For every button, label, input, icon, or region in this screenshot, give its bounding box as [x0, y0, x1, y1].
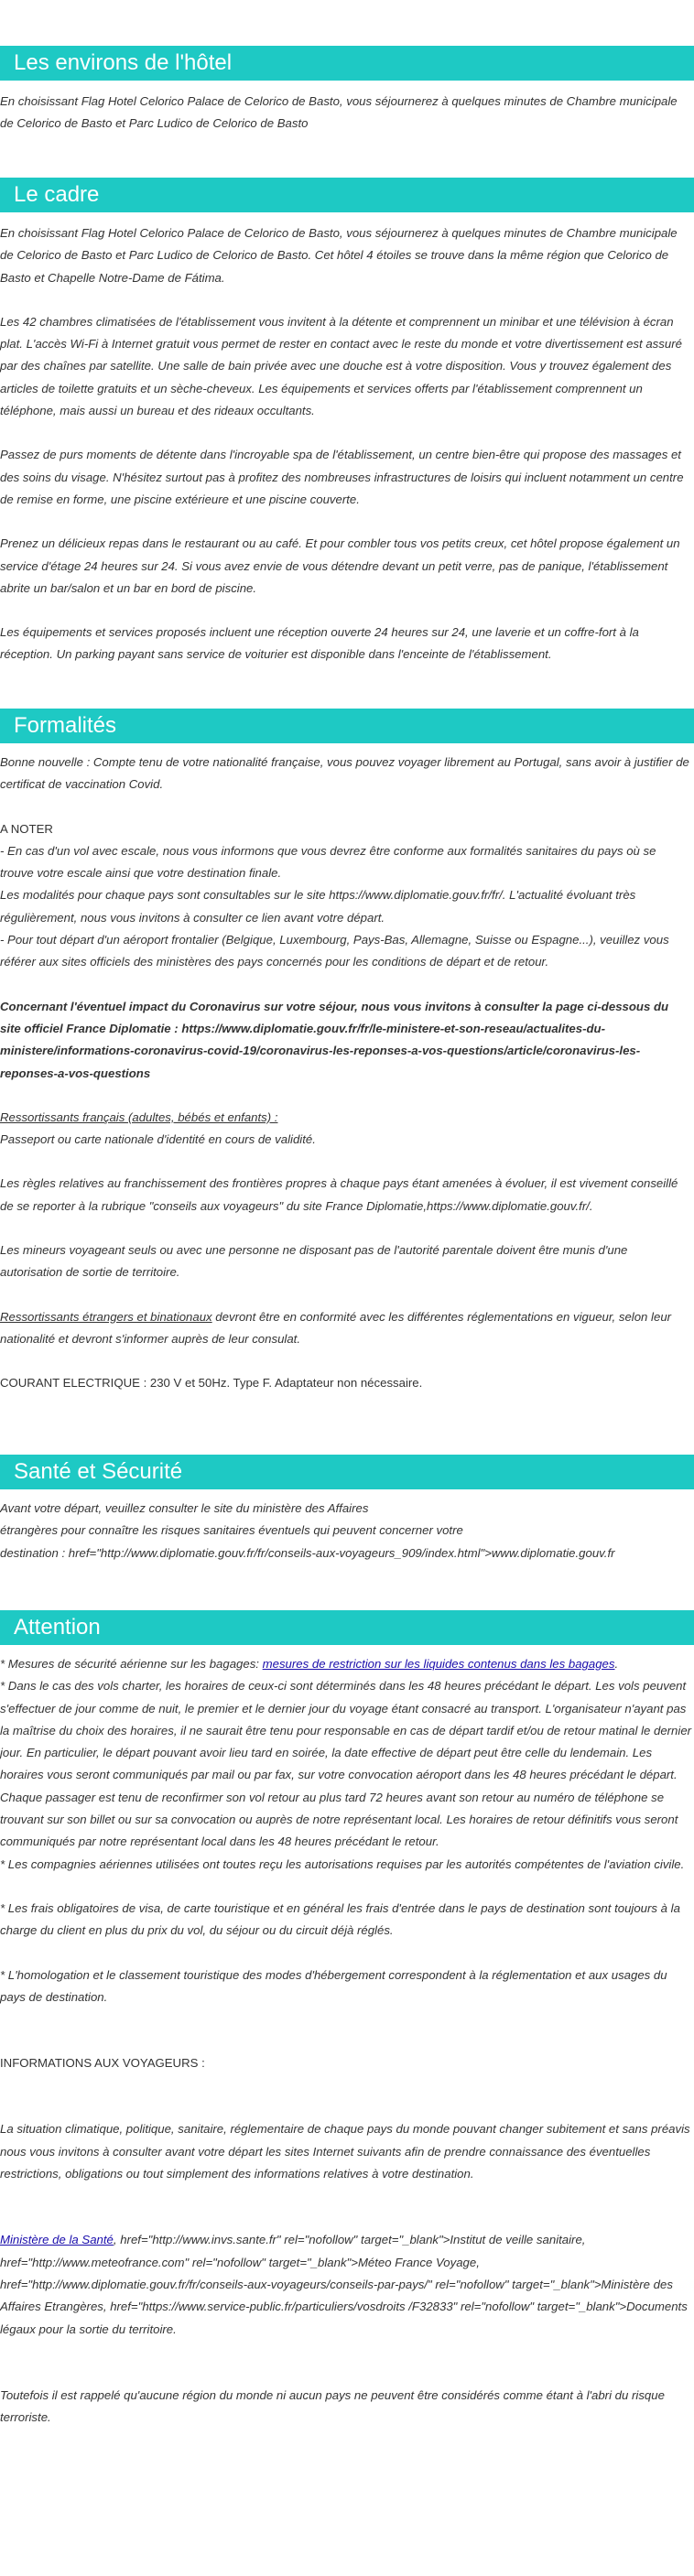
- section-heading-cadre: Le cadre: [0, 178, 694, 212]
- section-heading-environs: Les environs de l'hôtel: [0, 46, 694, 81]
- formalites-block: [0, 752, 694, 1395]
- note-stopover: - En cas d'un vol avec escale, nous vous informons que vous devrez être conforme aux formalités sanitaires du pays où se trouve votre escale ainsi que votre destination finale.: [0, 843, 656, 881]
- spacer: [0, 1943, 692, 1964]
- spacer: [0, 600, 692, 622]
- note-title: A NOTER: [0, 821, 53, 836]
- ministry-health-link[interactable]: Ministère de la Santé: [0, 2233, 114, 2247]
- note-border-airport: - Pour tout départ d'un aéroport frontalier (Belgique, Luxembourg, Pays-Bas, Allemagne, Suisse ou Espagne...), veuillez vous référer aux sites officiels des ministères des pays concernés pour les conditions de départ et de retour.: [0, 933, 669, 969]
- spacer: [0, 1085, 692, 1107]
- residents-foreign-text: devront être en conformité avec les différentes réglementations en vigueur, selon leur nationalité et devront s'informer auprès de leur consulat.: [0, 1309, 672, 1346]
- spacer: [0, 1876, 692, 1898]
- formalites-good-news: Bonne nouvelle : Compte tenu de votre nationalité française, vous pouvez voyager librement au Portugal, sans avoir à justifier de certificat de vaccination Covid.: [0, 755, 689, 792]
- sante-block: [0, 1498, 694, 1564]
- cadre-block: [0, 222, 694, 666]
- climate-line-2: nous vous invitons à consulter avant votre départ les sites Internet suivants afin de prendre connaissance des éventuelles restrictions, obligations ou tout simplement des informations relatives à votre destination.: [0, 2144, 651, 2181]
- sante-line-1: Avant votre départ, veuillez consulter le site du ministère des Affaires: [0, 1501, 369, 1515]
- climate-line-1: La situation climatique, politique, sanitaire, réglementaire de chaque pays du monde pouvant changer subitement et sans préavis: [0, 2122, 690, 2137]
- spacer: [0, 422, 692, 444]
- info-travellers-title: INFORMATIONS AUX VOYAGEURS :: [0, 2056, 205, 2071]
- note-modalities: Les modalités pour chaque pays sont consultables sur le site https://www.diplomatie.gouv.fr/fr/. L'actualité évoluant très régulièrement, nous vous invitons à consulter ce lien avant votre départ.: [0, 888, 636, 925]
- charter-flights: * Dans le cas des vols charter, les horaires de ceux-ci sont déterminés dans les 48 heures précédant le départ. Les vols peuvent s'effectuer de jour comme de nuit, le premier et le dernier jour du voyage étant consacré au transport. L'organisateur n'ayant pas la maîtrise du choix des horaires, il ne saurait être tenu pour responsable en cas de départ tardif et/ou de retour matinal le dernier jour. En particulier, le départ pouvant avoir lieu tard en soirée, la date effective de départ peut être celle du lendemain. Les horaires vous seront communiqués par mail ou par fax, sur votre convocation aéroport dans les 48 heures précédant le départ. Chaque passager est tenu de reconfirmer son vol retour au plus tard 72 heures avant son retour au numéro de téléphone se trouvant sur son billet ou sur sa convocation ou auprès de notre représentant local. Les horaires de retour définitifs vous seront communiqués par notre représentant local dans les 48 heures précédant le retour.: [0, 1679, 692, 1849]
- mandatory-fees: * Les frais obligatoires de visa, de carte touristique et en général les frais d'entrée dans le pays de destination sont toujours à la charge du client en plus du prix du vol, du séjour ou du circuit déjà réglés.: [0, 1900, 680, 1938]
- spacer: [0, 2185, 692, 2229]
- spacer: [0, 289, 692, 311]
- spacer: [0, 796, 692, 818]
- residents-fr-label: Ressortissants français (adultes, bébés et enfants) :: [0, 1109, 278, 1124]
- spacer: [0, 1284, 692, 1306]
- cadre-paragraph-1: En choisissant Flag Hotel Celorico Palace de Celorico de Basto, vous séjournerez à quelques minutes de Chambre municipale de Celorico de Basto et Parc Ludico de Celorico de Basto. Cet hôtel 4 étoiles se trouve dans la même région que Celorico de Basto et Chapelle Notre-Dame de Fátima.: [0, 226, 678, 285]
- security-suffix: .: [614, 1657, 619, 1671]
- electric-notice: COURANT ELECTRIQUE : 230 V et 50Hz. Type F. Adaptateur non nécessaire.: [0, 1376, 423, 1391]
- border-rules: Les règles relatives au franchissement des frontières propres à chaque pays étant amenées à évoluer, il est vivement conseillé de se reporter à la rubrique "conseils aux voyageurs" du site France Diplomatie,https://www.diplomatie.gouv.fr/.: [0, 1176, 678, 1213]
- spacer: [0, 1151, 692, 1173]
- section-heading-sante: Santé et Sécurité: [0, 1455, 694, 1489]
- cadre-paragraph-3: Passez de purs moments de détente dans l'incroyable spa de l'établissement, un centre bien-être qui propose des massages et des soins du visage. N'hésitez surtout pas à profitez des nombreuses infrastructures de loisirs qui incluent notamment un centre de remise en forme, une piscine extérieure et une piscine couverte.: [0, 448, 684, 506]
- spacer: [0, 1218, 692, 1239]
- security-prefix: * Mesures de sécurité aérienne sur les bagages:: [0, 1657, 263, 1671]
- sante-line-3: destination : href="http://www.diplomatie.gouv.fr/fr/conseils-aux-voyageurs_909/index.html">www.diplomatie.gouv.fr: [0, 1545, 615, 1560]
- terror-risk: Toutefois il est rappelé qu'aucune région du monde ni aucun pays ne peuvent être considérés comme étant à l'abri du risque terroriste.: [0, 2387, 665, 2425]
- covid-notice: Concernant l'éventuel impact du Coronavirus sur votre séjour, nous vous invitons à consulter la page ci-dessous du site officiel France Diplomatie : https://www.diplomatie.gouv.fr/fr/le-ministere-et-son-reseau/actualites-du-ministere/informations-coronavirus-covid-19/coronavirus-les-reponses-a-vos-questions/article/coronavirus-les-reponses-a-vos-questions: [0, 999, 669, 1080]
- cadre-paragraph-4: Prenez un délicieux repas dans le restaurant ou au café. Et pour combler tous vos petits creux, cet hôtel propose également un service d'étage 24 heures sur 24. Si vous avez envie de vous détendre devant un petit verre, pas de panique, l'établissement abrite un bar/salon et un bar en bord de piscine.: [0, 536, 680, 595]
- environs-block: [0, 91, 694, 135]
- residents-fr-text: Passeport ou carte nationale d'identité en cours de validité.: [0, 1132, 316, 1147]
- spacer: [0, 2008, 692, 2052]
- security-measures: [0, 1653, 692, 1675]
- residents-foreign-label: Ressortissants étrangers et binationaux: [0, 1309, 212, 1324]
- sante-line-2: étrangères pour connaître les risques sanitaires éventuels qui peuvent concerner votre: [0, 1523, 463, 1538]
- minors-notice: Les mineurs voyageant seuls ou avec une personne ne disposant pas de l'autorité parentale doivent être munis d'une autorisation de sortie de territoire.: [0, 1243, 628, 1280]
- spacer: [0, 511, 692, 533]
- section-heading-attention: Attention: [0, 1610, 694, 1645]
- useful-links-text: , href="http://www.invs.sante.fr" rel="nofollow" target="_blank">Institut de veille sanitaire, href="http://www.meteofrance.com" rel="nofollow" target="_blank">Méteo France Voyage, href="http://www.diplomatie.gouv.fr/fr/conseils-aux-voyageurs/conseils-par-pays/" rel="nofollow" target="_blank">Ministère des Affaires Etrangères, href="https://www.service-public.fr/particuliers/vosdroits /F32833" rel="nofollow" target="_blank">Documents légaux pour la sortie du territoire.: [0, 2233, 688, 2336]
- spacer: [0, 2074, 692, 2118]
- spacer: [0, 1350, 692, 1372]
- environs-text: En choisissant Flag Hotel Celorico Palace de Celorico de Basto, vous séjournerez à quelques minutes de Chambre municipale de Celorico de Basto et Parc Ludico de Celorico de Basto: [0, 94, 678, 131]
- spacer: [0, 2341, 692, 2385]
- homologation: * L'homologation et le classement touristique des modes d'hébergement correspondent à la réglementation et aux usages du pays de destination.: [0, 1967, 667, 2004]
- liquids-restriction-link[interactable]: mesures de restriction sur les liquides contenus dans les bagages: [262, 1657, 615, 1671]
- section-heading-formalites: Formalités: [0, 709, 694, 743]
- cadre-paragraph-5: Les équipements et services proposés incluent une réception ouverte 24 heures sur 24, une laverie et un coffre-fort à la réception. Un parking payant sans service de voiturier est disponible dans l'enceinte de l'établissement.: [0, 625, 639, 662]
- residents-foreign: [0, 1306, 692, 1351]
- spacer: [0, 974, 692, 996]
- useful-links: [0, 2229, 692, 2340]
- attention-block: [0, 1653, 694, 2429]
- cadre-paragraph-2: Les 42 chambres climatisées de l'établissement vous invitent à la détente et comprennent un minibar et une télévision à écran plat. L'accès Wi-Fi à Internet gratuit vous permet de rester en contact avec le reste du monde et votre divertissement est assuré par des chaînes par satellite. Une salle de bain privée avec une douche est à votre disposition. Vous y trouvez également des articles de toilette gratuits et un sèche-cheveux. Les équipements et services offerts par l'établissement comprennent un téléphone, mais aussi un bureau et des rideaux occultants.: [0, 314, 682, 418]
- airline-companies: * Les compagnies aériennes utilisées ont toutes reçu les autorisations requises par les autorités compétentes de l'aviation civile.: [0, 1856, 685, 1871]
